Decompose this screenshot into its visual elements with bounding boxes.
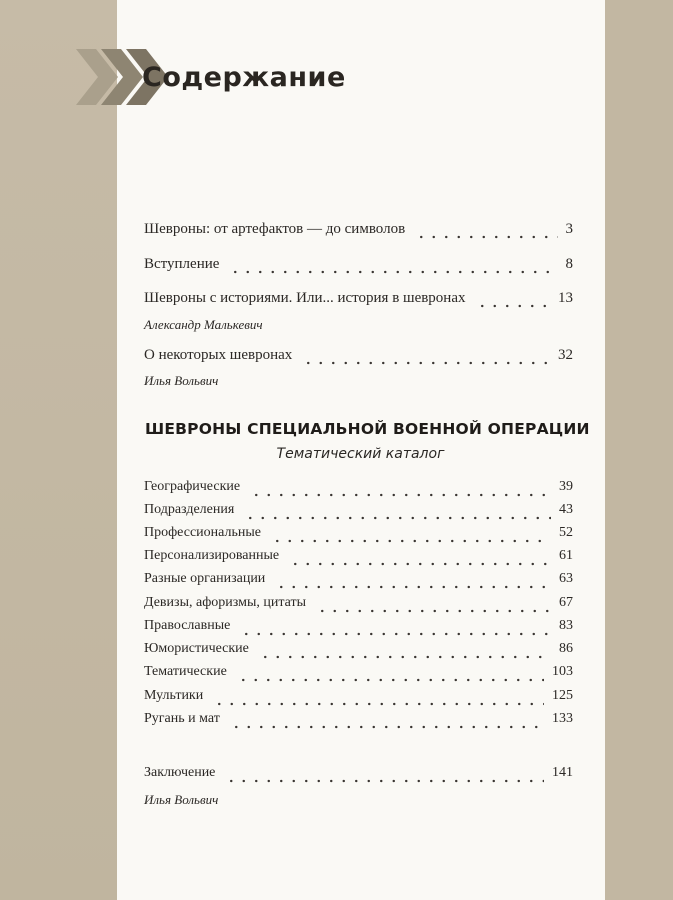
toc-entry[interactable] — [144, 502, 573, 524]
dot-leader — [240, 622, 551, 636]
toc-entry-title: Тематические — [144, 664, 227, 679]
toc-entry-page: 43 — [559, 502, 573, 517]
toc-entry-title: Заключение — [144, 765, 216, 780]
toc-entry[interactable] — [144, 765, 573, 787]
toc-entry-title: Персонализированные — [144, 548, 280, 563]
toc-entry-page: 3 — [565, 221, 573, 237]
dot-leader — [237, 668, 544, 682]
toc-entry-title: Подразделения — [144, 502, 235, 517]
dot-leader — [289, 552, 551, 566]
section-subtitle: Тематический каталог — [276, 446, 445, 462]
toc-entry-author: Илья Вольвич — [144, 792, 219, 807]
toc-entry[interactable] — [144, 548, 573, 570]
dot-leader — [275, 575, 551, 589]
dot-leader — [271, 529, 551, 543]
toc-entry-author: Илья Вольвич — [144, 373, 219, 388]
toc-entry-page: 8 — [565, 256, 573, 272]
toc-entry[interactable] — [144, 525, 573, 547]
toc-entry[interactable] — [144, 290, 573, 312]
toc-entry-title: Шевроны с историями. Или... история в шевронах — [144, 290, 466, 306]
toc-entry-title: Юмористические — [144, 641, 249, 656]
toc-entry-title: Ругань и мат — [144, 711, 220, 726]
toc-entry[interactable] — [144, 618, 573, 640]
toc-entry[interactable] — [144, 688, 573, 710]
toc-entry-page: 133 — [552, 711, 573, 726]
dot-leader — [225, 769, 544, 783]
toc-entry-page: 32 — [558, 347, 573, 363]
toc-entry-title: Шевроны: от артефактов — до символов — [144, 221, 406, 237]
toc-entry-page: 61 — [559, 548, 573, 563]
toc-entry-title: Мультики — [144, 688, 204, 703]
toc-entry-title: Вступление — [144, 256, 220, 272]
toc-entry-page: 141 — [552, 765, 573, 780]
dot-leader — [244, 506, 551, 520]
toc-entry-page: 39 — [559, 479, 573, 494]
toc-entry[interactable] — [144, 595, 573, 617]
toc-entry[interactable] — [144, 347, 573, 369]
dot-leader — [230, 715, 544, 729]
toc-entry-page: 67 — [559, 595, 573, 610]
toc-entry-title: Профессиональные — [144, 525, 261, 540]
toc-entry-page: 86 — [559, 641, 573, 656]
toc-entry-page: 103 — [552, 664, 573, 679]
toc-entry-page: 63 — [559, 571, 573, 586]
dot-leader — [259, 645, 551, 659]
toc-entry-title: Православные — [144, 618, 231, 633]
toc-entry-title: Разные организации — [144, 571, 266, 586]
toc-entry-title: О некоторых шевронах — [144, 347, 293, 363]
dot-leader — [415, 225, 557, 239]
toc-entry-author: Александр Малькевич — [144, 317, 263, 332]
section-title: ШЕВРОНЫ СПЕЦИАЛЬНОЙ ВОЕННОЙ ОПЕРАЦИИ — [145, 420, 590, 438]
toc-entry[interactable] — [144, 711, 573, 733]
toc-entry[interactable] — [144, 479, 573, 501]
toc-entry[interactable] — [144, 256, 573, 278]
toc-entry[interactable] — [144, 221, 573, 243]
toc-entry-page: 13 — [558, 290, 573, 306]
dot-leader — [250, 483, 551, 497]
dot-leader — [213, 692, 544, 706]
dot-leader — [476, 294, 551, 308]
page-title: Содержание — [142, 62, 346, 93]
dot-leader — [302, 351, 550, 365]
dot-leader — [229, 260, 557, 274]
toc-entry-title: Девизы, афоризмы, цитаты — [144, 595, 306, 610]
toc-entry[interactable] — [144, 641, 573, 663]
toc-entry[interactable] — [144, 571, 573, 593]
toc-entry-page: 125 — [552, 688, 573, 703]
toc-entry[interactable] — [144, 664, 573, 686]
toc-entry-page: 83 — [559, 618, 573, 633]
dot-leader — [316, 599, 551, 613]
toc-entry-title: Географические — [144, 479, 241, 494]
toc-entry-page: 52 — [559, 525, 573, 540]
